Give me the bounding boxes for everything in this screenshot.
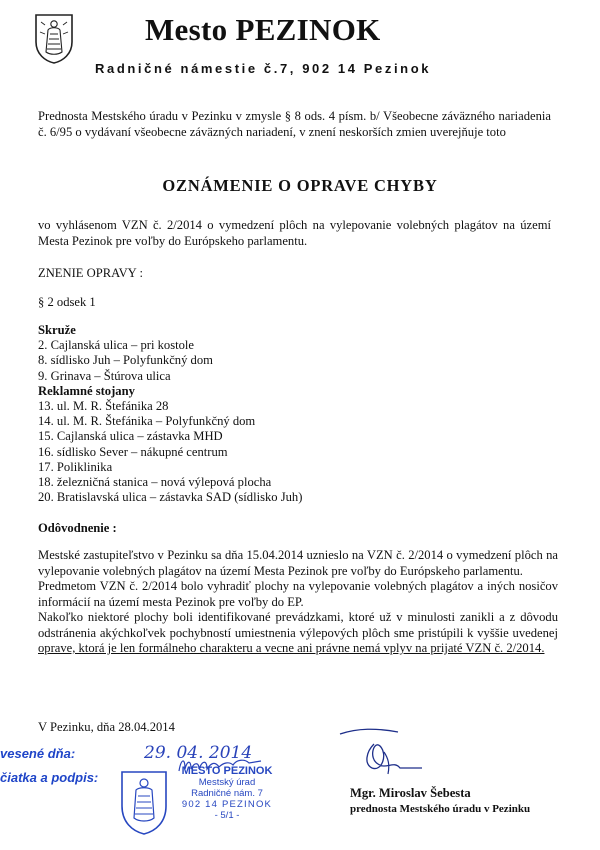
correction-label: ZNENIE OPRAVY : <box>38 266 143 280</box>
stamp-text <box>172 766 282 821</box>
list-item: 9. Grinava – Štúrova ulica <box>38 368 171 383</box>
signatory-role: prednosta Mestského úradu v Pezinku <box>350 803 531 815</box>
list-item: 13. ul. M. R. Štefánika 28 <box>38 399 169 414</box>
stamp-crest-icon <box>118 768 170 836</box>
signatory-signature <box>338 724 426 782</box>
reason-paragraph: Mestské zastupiteľstvo v Pezinku sa dňa 15.04.2014 uznieslo na VZN č. 2/2014 o vymedzení plôch na vylepovanie volebných plagátov na území Mesta Pezinok pre voľby do Európskeho parlamentu. <box>38 548 558 578</box>
list-item: 14. ul. M. R. Štefánika – Polyfunkčný dom <box>38 414 256 429</box>
office-stamp <box>118 766 278 838</box>
list-item: 16. sídlisko Sever – nákupné centrum <box>38 444 228 459</box>
notice-heading: OZNÁMENIE O OPRAVE CHYBY <box>162 176 438 195</box>
intro-paragraph: Prednosta Mestského úradu v Pezinku v zmysle § 8 ods. 4 písm. b/ Všeobecne záväzného nariadenia č. 6/95 o vydávaní všeobecne záväzných nariadení, v znení neskorších zmien uverejňuje toto <box>38 109 551 139</box>
city-address: Radničné námestie č.7, 902 14 Pezinok <box>95 61 432 76</box>
posted-label: vesené dňa: <box>0 746 76 761</box>
place-date: V Pezinku, dňa 28.04.2014 <box>38 720 175 734</box>
reason-underlined-text: oprave, ktorá je len formálneho charakteru a vecne ani právne nemá vplyv na prijaté VZN č. 2/2014. <box>38 641 545 655</box>
group-title: Reklamné stojany <box>38 383 135 398</box>
location-list <box>38 323 302 505</box>
list-item: 18. železničná stanica – nová výlepová plocha <box>38 475 272 490</box>
reason-text: Nakoľko niektoré plochy boli identifikované prevádzkami, ktoré už v minulosti zanikli a z dôvodu odstránenia akýchkoľvek pochybností umiestnenia výlepových plôch sme pristúpili k vyššie uvedenej <box>38 610 558 640</box>
stamp-line: 902 14 PEZINOK <box>181 799 273 810</box>
section-reference: § 2 odsek 1 <box>38 295 96 309</box>
signature-label: čiatka a podpis: <box>0 770 99 785</box>
list-item: 2. Cajlanská ulica – pri kostole <box>38 338 194 353</box>
list-item: 8. sídlisko Juh – Polyfunkčný dom <box>38 353 213 368</box>
reason-section <box>38 548 558 657</box>
reason-label: Odôvodnenie : <box>38 521 117 535</box>
signatory-name: Mgr. Miroslav Šebesta <box>350 786 471 800</box>
stamp-line: Mestský úrad <box>198 777 256 788</box>
list-item: 15. Cajlanská ulica – zástavka MHD <box>38 429 223 444</box>
list-item: 17. Poliklinika <box>38 459 113 474</box>
stamp-line: Radničné nám. 7 <box>191 788 263 799</box>
city-crest-icon <box>33 12 75 64</box>
page-title: Mesto PEZINOK <box>145 12 381 47</box>
stamp-line: - 5/1 - <box>214 810 240 821</box>
posted-date-handwritten: 29. 04. 2014 <box>144 743 253 763</box>
reason-paragraph <box>38 610 558 657</box>
list-item: 20. Bratislavská ulica – zástavka SAD (sídlisko Juh) <box>38 490 303 505</box>
stamp-line: MESTO PEZINOK <box>181 765 273 777</box>
subject-paragraph: vo vyhlásenom VZN č. 2/2014 o vymedzení plôch na vylepovanie volebných plagátov na území Mesta Pezinok pre voľby do Európskeho parlamentu. <box>38 218 551 248</box>
group-title: Skruže <box>38 323 76 337</box>
reason-paragraph: Predmetom VZN č. 2/2014 bolo vyhradiť plochy na vylepovanie volebných plagátov a iných nosičov informácií na území mesta Pezinok pre voľby do EP. <box>38 579 558 609</box>
